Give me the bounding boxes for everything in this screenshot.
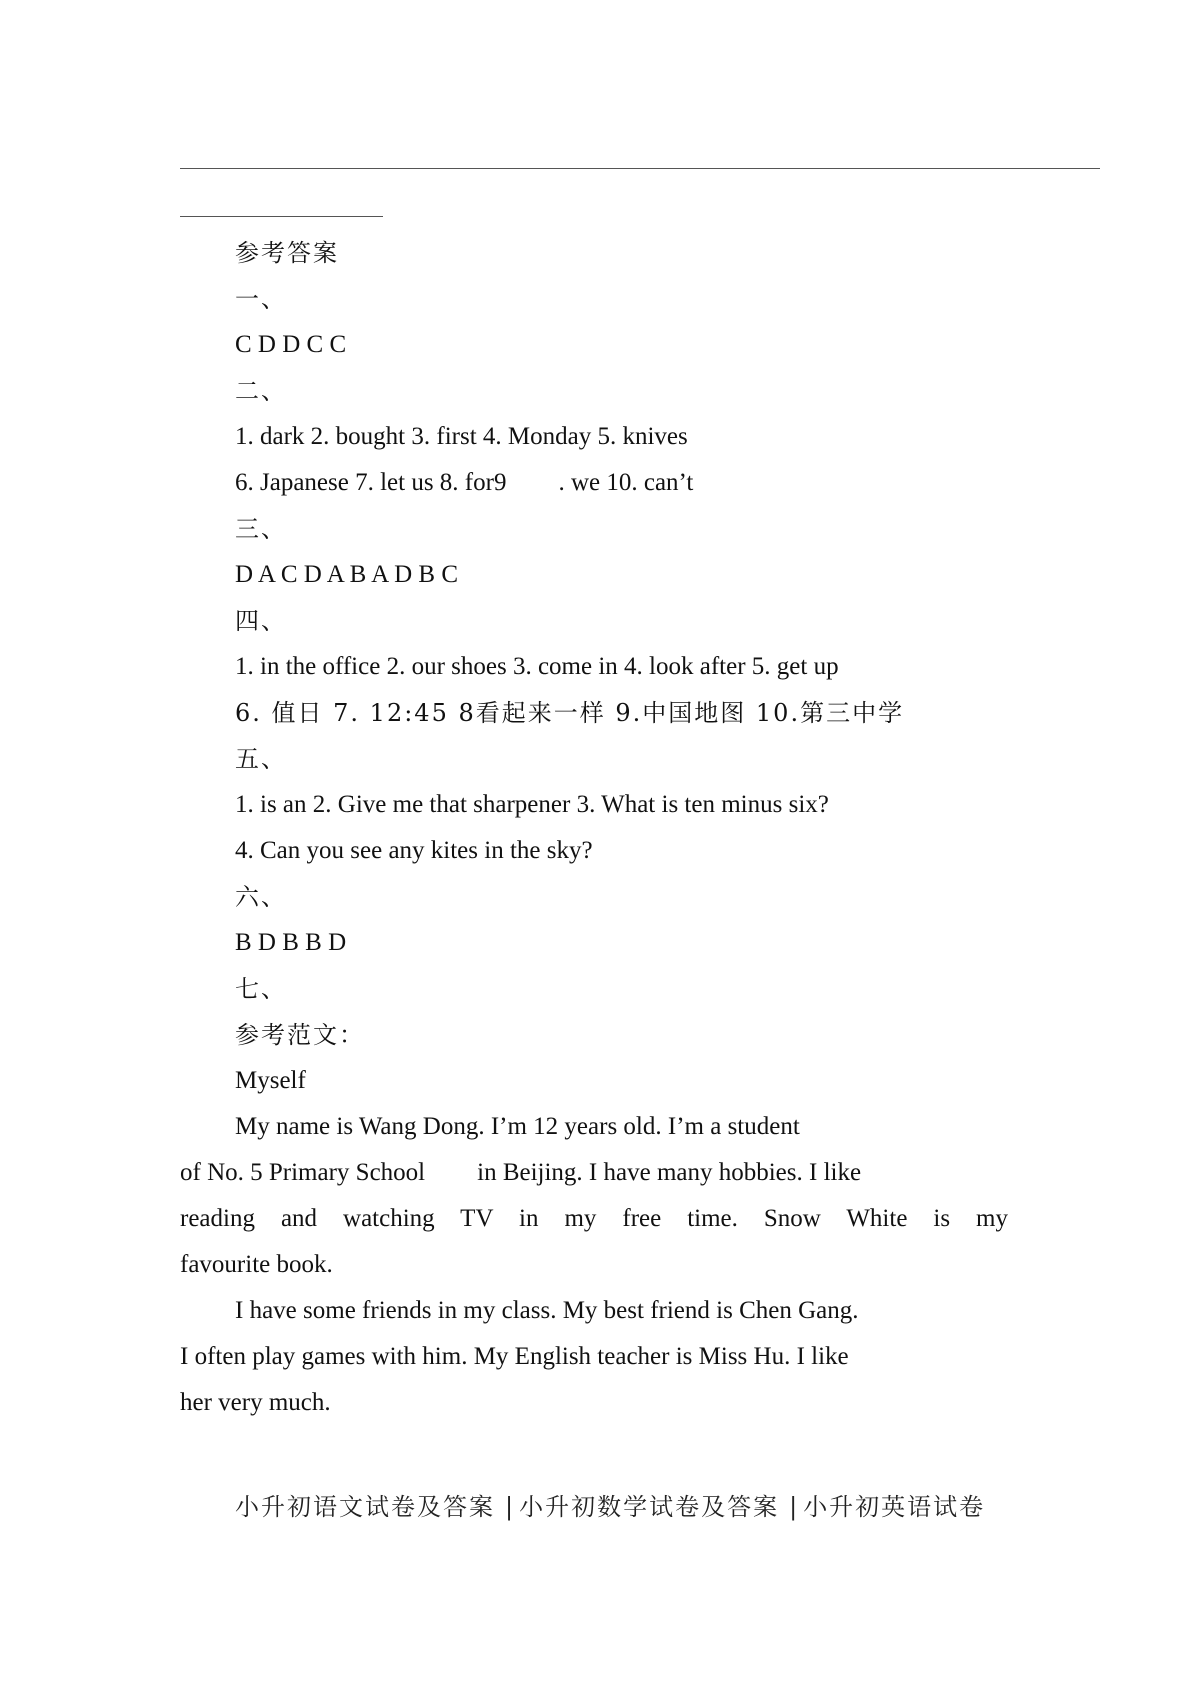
essay-p1-line-1: My name is Wang Dong. I’m 12 years old. I’m a student bbox=[235, 1113, 800, 1140]
footer-links bbox=[235, 1484, 985, 1530]
essay-p1-line-2 bbox=[180, 1150, 861, 1196]
essay-p1-line-2-part-a: of No. 5 Primary School bbox=[180, 1159, 426, 1186]
footer-link-math[interactable]: 小升初数学试卷及答案 bbox=[519, 1493, 780, 1521]
section-2-line-2-part-b: . we 10. can’t bbox=[558, 469, 694, 496]
top-rule bbox=[180, 168, 1100, 169]
section-4-heading: 四、 bbox=[235, 607, 287, 635]
section-6-answers: B D B B D bbox=[235, 929, 347, 956]
essay-p1-line-2-part-b: in Beijing. I have many hobbies. I like bbox=[477, 1159, 862, 1186]
footer-link-english[interactable]: 小升初英语试卷 bbox=[803, 1493, 986, 1521]
essay-p1-line-3: reading and watching TV in my free time. Snow White is my bbox=[180, 1205, 1008, 1232]
section-2-line-2-part-a: 6. Japanese 7. let us 8. for9 bbox=[235, 469, 507, 496]
essay-p2-line-1: I have some friends in my class. My best friend is Chen Gang. bbox=[235, 1297, 859, 1324]
footer-separator-1: | bbox=[505, 1493, 516, 1521]
section-2-line-2 bbox=[235, 460, 693, 506]
section-3-answers: D A C D A B A D B C bbox=[235, 561, 458, 588]
footer-link-chinese[interactable]: 小升初语文试卷及答案 bbox=[235, 1493, 495, 1521]
section-3-heading: 三、 bbox=[235, 515, 287, 543]
essay-p1-line-4: favourite book. bbox=[180, 1251, 333, 1278]
section-4-line-2: 6. 值日 7. 12:45 8看起来一样 9.中国地图 10.第三中学 bbox=[235, 699, 905, 727]
sample-essay-label: 参考范文： bbox=[235, 1021, 365, 1049]
section-1-answers: C D D C C bbox=[235, 331, 347, 358]
section-7-heading: 七、 bbox=[235, 975, 287, 1003]
section-6-heading: 六、 bbox=[235, 883, 287, 911]
section-5-heading: 五、 bbox=[235, 745, 287, 773]
section-4-line-1: 1. in the office 2. our shoes 3. come in 4. look after 5. get up bbox=[235, 653, 839, 680]
essay-p2-line-3: her very much. bbox=[180, 1389, 331, 1416]
section-2-heading: 二、 bbox=[235, 377, 287, 405]
section-5-line-1: 1. is an 2. Give me that sharpener 3. What is ten minus six? bbox=[235, 791, 829, 818]
section-2-line-1: 1. dark 2. bought 3. first 4. Monday 5. knives bbox=[235, 423, 688, 450]
section-1-heading: 一、 bbox=[235, 285, 287, 313]
section-5-line-2: 4. Can you see any kites in the sky? bbox=[235, 837, 593, 864]
short-rule bbox=[180, 216, 383, 217]
footer-separator-2: | bbox=[789, 1493, 800, 1521]
essay-title: Myself bbox=[235, 1067, 306, 1094]
answer-key-title: 参考答案 bbox=[235, 239, 339, 267]
essay-p2-line-2: I often play games with him. My English teacher is Miss Hu. I like bbox=[180, 1343, 849, 1370]
